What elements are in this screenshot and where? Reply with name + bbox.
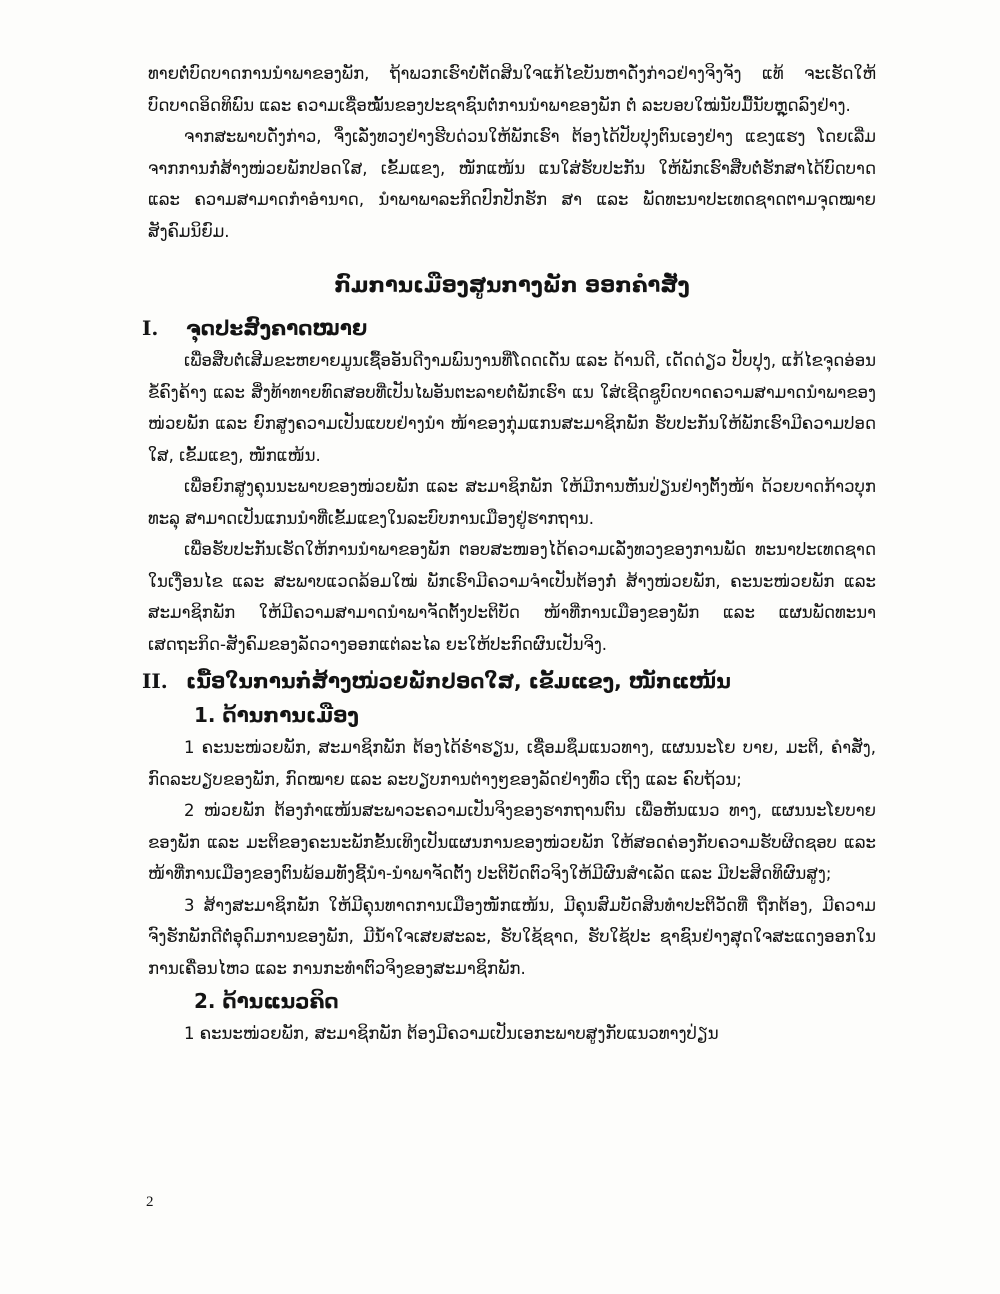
document-body — [142, 58, 876, 1050]
subsection-2-item-1: 1 ຄະນະໜ່ວຍພັກ, ສະມາຊິກພັກ ຕ້ອງມີຄວາມເປັນເອກະພາບສູງກັບແນວທາງປ່ຽນ — [184, 1024, 719, 1043]
intro-paragraph-1: ທາຍຕໍ່ບົດບາດການນໍາພາຂອງພັກ, ຖ້າພວກເຮົາບໍ່ຕັດສິນໃຈແກ້ໄຂບັນຫາດັ່ງກ່າວຢ່າງຈິງຈັງ ແທ້ ຈະເຮັດໃຫ້ບົດບາດອິດທິພົນ ແລະ ຄວາມເຊື່ອໝັ້ນຂອງປະຊາຊົນຕໍ່ການນໍາພາຂອງພັກ ຕໍ່ ລະບອບໃໝ່ນັບມື້ນັບຫຼຸດລົງຢ່າງ. — [148, 64, 876, 115]
part-1-numeral: I. — [142, 316, 159, 340]
part-1-paragraph-1: ເພື່ອສືບຕໍ່ເສີມຂະຫຍາຍມູນເຊື້ອອັນດີງາມພົນງານທີ່ໂດດເດັ່ນ ແລະ ດ້ານດີ, ເດັດດ່ຽວ ປັບປຸງ, ແກ້ໄຂຈຸດອ່ອນຂໍ້ຄົງຄ້າງ ແລະ ສິ່ງທ້າທາຍທົດສອບທີ່ເປັນໄພອັນຕະລາຍຕໍ່ພັກເຮົາ ແນ ໃສ່ເຊີດຊູບົດບາດຄວາມສາມາດນໍາພາຂອງໜ່ວຍພັກ ແລະ ຍົກສູງຄວາມເປັນແບບຢ່າງນໍາ ໜ້າຂອງກຸ່ມແກນສະມາຊິກພັກ ຮັບປະກັນໃຫ້ພັກເຮົາມີຄວາມປອດໃສ, ເຂັ້ມແຂງ, ໜັກແໜ້ນ. — [148, 351, 876, 465]
part-2-title: ເນື້ອໃນການກໍ່ສ້າງໜ່ວຍພັກປອດໃສ, ເຂັ້ມແຂງ, ໜັກແໜ້ນ — [186, 669, 731, 693]
page-number: 2 — [146, 1194, 154, 1210]
part-2-numeral: II. — [142, 669, 168, 693]
intro-paragraph-2: ຈາກສະພາບດັ່ງກ່າວ, ຈຶ່ງເລັ່ງທວງຢ່າງຮີບດ່ວນໃຫ້ພັກເຮົາ ຕ້ອງໄດ້ປັບປຸງຕົນເອງຢ່າງ ແຂງແຮງ ໂດຍເລີ່ມຈາກການກໍ່ສ້າງໜ່ວຍພັກປອດໃສ, ເຂັ້ມແຂງ, ໜັກແໜ້ນ ແນໃສ່ຮັບປະກັນ ໃຫ້ພັກເຮົາສືບຕໍ່ຮັກສາໄດ້ບົດບາດ ແລະ ຄວາມສາມາດກໍາອໍານາດ, ນໍາພາພາລະກິດປົກປັກຮັກ ສາ ແລະ ພັດທະນາປະເທດຊາດຕາມຈຸດໝາຍສັງຄົມນິຍົມ. — [148, 127, 876, 241]
part-1-heading — [142, 311, 876, 345]
part-1-paragraph-2: ເພື່ອຍົກສູງຄຸນນະພາບຂອງໜ່ວຍພັກ ແລະ ສະມາຊິກພັກ ໃຫ້ມີການຫັນປ່ຽນຢ່າງຕັ້ງໜ້າ ດ້ວຍບາດກ້າວບຸກທະລຸ ສາມາດເປັນແກນນໍາທີ່ເຂັ້ມແຂງໃນລະບົບການເມືອງຢູ່ຮາກຖານ. — [148, 477, 876, 528]
part-1-title: ຈຸດປະສົງຄາດໝາຍ — [186, 316, 368, 340]
part-2-heading — [142, 664, 876, 698]
section-title: ກົມການເມືອງສູນກາງພັກ ອອກຄໍາສັ່ງ — [334, 273, 690, 297]
subsection-1-title: 1. ດ້ານການເມືອງ — [194, 703, 359, 727]
subsection-1-item-1: 1 ຄະນະໜ່ວຍພັກ, ສະມາຊິກພັກ ຕ້ອງໄດ້ຮໍ່າຮຽນ, ເຊື່ອມຊຶມແນວທາງ, ແຜນນະໂຍ ບາຍ, ມະຕິ, ຄໍາສັ່ງ, ກົດລະບຽບຂອງພັກ, ກົດໝາຍ ແລະ ລະບຽບການຕ່າງໆຂອງລັດຢ່າງທົ່ວ ເຖິງ ແລະ ຄົບຖ້ວນ; — [148, 738, 876, 789]
part-1-paragraph-3: ເພື່ອຮັບປະກັນເຮັດໃຫ້ການນໍາພາຂອງພັກ ຕອບສະໜອງໄດ້ຄວາມເລັ່ງທວງຂອງການພັດ ທະນາປະເທດຊາດໃນເງື່ອນໄຂ ແລະ ສະພາບແວດລ້ອມໃໝ່ ພັກເຮົາມີຄວາມຈໍາເປັນຕ້ອງກໍ່ ສ້າງໜ່ວຍພັກ, ຄະນະໜ່ວຍພັກ ແລະ ສະມາຊິກພັກ ໃຫ້ມີຄວາມສາມາດນໍາພາຈັດຕັ້ງປະຕິບັດ ໜ້າທີ່ການເມືອງຂອງພັກ ແລະ ແຜນພັດທະນາເສດຖະກິດ-ສັງຄົມຂອງລັດວາງອອກແຕ່ລະໄລ ຍະໃຫ້ປະກົດຜົນເປັນຈິງ. — [148, 540, 876, 654]
subsection-1-item-2: 2 ໜ່ວຍພັກ ຕ້ອງກໍາແໜ້ນສະພາວະຄວາມເປັນຈິງຂອງຮາກຖານຕົນ ເພື່ອຫັນແນວ ທາງ, ແຜນນະໂຍບາຍຂອງພັກ ແລະ ມະຕິຂອງຄະນະພັກຂັ້ນເທິງເປັນແຜນການຂອງໜ່ວຍພັກ ໃຫ້ສອດຄ່ອງກັບຄວາມຮັບຜິດຊອບ ແລະ ໜ້າທີ່ການເມືອງຂອງຕົນພ້ອມທັງຊີ້ນໍາ-ນໍາພາຈັດຕັ້ງ ປະຕິບັດຕົວຈິງໃຫ້ມີຜົນສໍາເລັດ ແລະ ມີປະສິດທິຜົນສູງ; — [148, 801, 876, 883]
subsection-2-title: 2. ດ້ານແນວຄິດ — [194, 989, 339, 1013]
subsection-1-item-3: 3 ສ້າງສະມາຊິກພັກ ໃຫ້ມີຄຸນທາດການເມືອງໜັກແໜ້ນ, ມີຄຸນສົມບັດສິນທໍາປະຕິວັດທີ່ ຖືກຕ້ອງ, ມີຄວາມຈົງຮັກພັກດີຕໍ່ອຸດົມການຂອງພັກ, ມີນໍ້າໃຈເສຍສະລະ, ຮັບໃຊ້ຊາດ, ຮັບໃຊ້ປະ ຊາຊົນຢ່າງສຸດໃຈສະແດງອອກໃນການເຄື່ອນໄຫວ ແລະ ການກະທໍາຕົວຈິງຂອງສະມາຊິກພັກ. — [148, 895, 876, 978]
